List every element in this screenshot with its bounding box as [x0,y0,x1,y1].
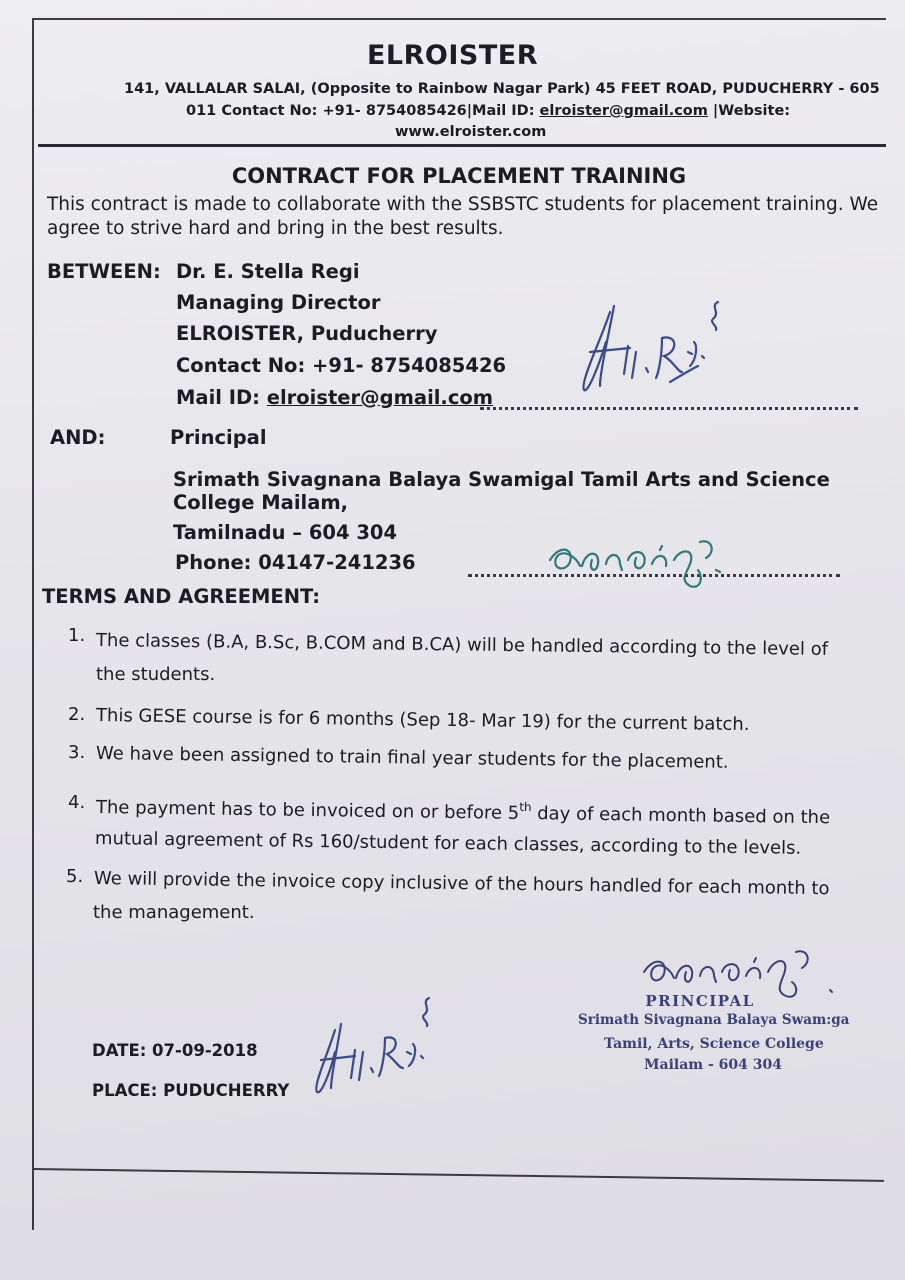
signature-1-image [570,282,750,402]
intro-line-1: This contract is made to collaborate with the SSBSTC students for placement training. We [47,194,879,215]
stamp-line-3: Mailam - 604 304 [644,1057,782,1073]
address-line-2 [186,103,790,119]
intro-line-2: agree to strive hard and bring in the best results. [47,218,504,239]
address-line-1: 141, VALLALAR SALAI, (Opposite to Rainbow Nagar Park) 45 FEET ROAD, PUDUCHERRY - 605 [124,81,880,97]
header-email-link[interactable]: elroister@gmail.com [539,103,708,119]
term-5-line-2: the management. [93,902,255,923]
mail-label: Mail ID: [176,386,267,409]
term-number-3: 3. [68,742,86,763]
website-link[interactable]: www.elroister.com [395,124,547,140]
term-1-line-2: the students. [96,664,216,685]
mail-separator: |Mail ID: [466,103,540,119]
term-4-superscript: th [519,799,532,815]
party1-designation: Managing Director [176,291,381,314]
term-number-4: 4. [68,792,86,813]
term-4-text-b: day of each month based on the [531,803,831,829]
terms-label: TERMS AND AGREEMENT: [42,585,321,608]
party2-designation: Principal [170,426,267,449]
website-label: |Website: [707,103,791,119]
term-4-text-a: The payment has to be invoiced on or before 5 [95,797,520,824]
party1-mail [176,386,493,409]
party2-location: Tamilnadu – 604 304 [173,521,398,544]
party1-email-link[interactable]: elroister@gmail.com [266,386,494,409]
contract-date: DATE: 07-09-2018 [92,1041,258,1060]
term-number-5: 5. [66,866,84,887]
term-4-line-2: mutual agreement of Rs 160/student for each classes, according to the levels. [94,828,802,859]
party2-phone: Phone: 04147-241236 [175,551,416,574]
party2-organization-line-2: College Mailam, [173,491,349,514]
term-number-1: 1. [68,625,86,646]
stamp-line-2: Tamil, Arts, Science College [604,1036,824,1052]
contract-place: PLACE: PUDUCHERRY [92,1081,290,1100]
party1-contact: Contact No: +91- 8754085426 [176,354,507,377]
party1-organization: ELROISTER, Puducherry [176,322,438,345]
between-label: BETWEEN: [47,260,161,283]
contact-number: 011 Contact No: +91- 8754085426 [186,103,467,119]
company-name: ELROISTER [366,40,539,71]
term-5-line-1: We will provide the invoice copy inclusive of the hours handled for each month to [93,868,830,900]
term-2-line-1: This GESE course is for 6 months (Sep 18- Mar 19) for the current batch. [95,705,750,736]
signature-3-image [305,990,455,1100]
and-label: AND: [50,426,106,449]
header-divider [38,144,886,147]
stamp-principal-title: PRINCIPAL [645,992,755,1010]
term-1-line-1: The classes (B.A, B.Sc, B.COM and B.CA) will be handled according to the level of [95,630,829,660]
stamp-line-1: Srimath Sivagnana Balaya Swam:ga [578,1012,850,1028]
signature-line-1 [480,407,858,410]
term-number-2: 2. [68,704,86,725]
tamil-signature-image [540,530,740,600]
term-3-line-1: We have been assigned to train final year students for the placement. [95,743,729,773]
party1-name: Dr. E. Stella Regi [176,260,360,283]
contract-title: CONTRACT FOR PLACEMENT TRAINING [231,164,687,188]
party2-organization-line-1: Srimath Sivagnana Balaya Swamigal Tamil Arts and Science [173,468,830,491]
